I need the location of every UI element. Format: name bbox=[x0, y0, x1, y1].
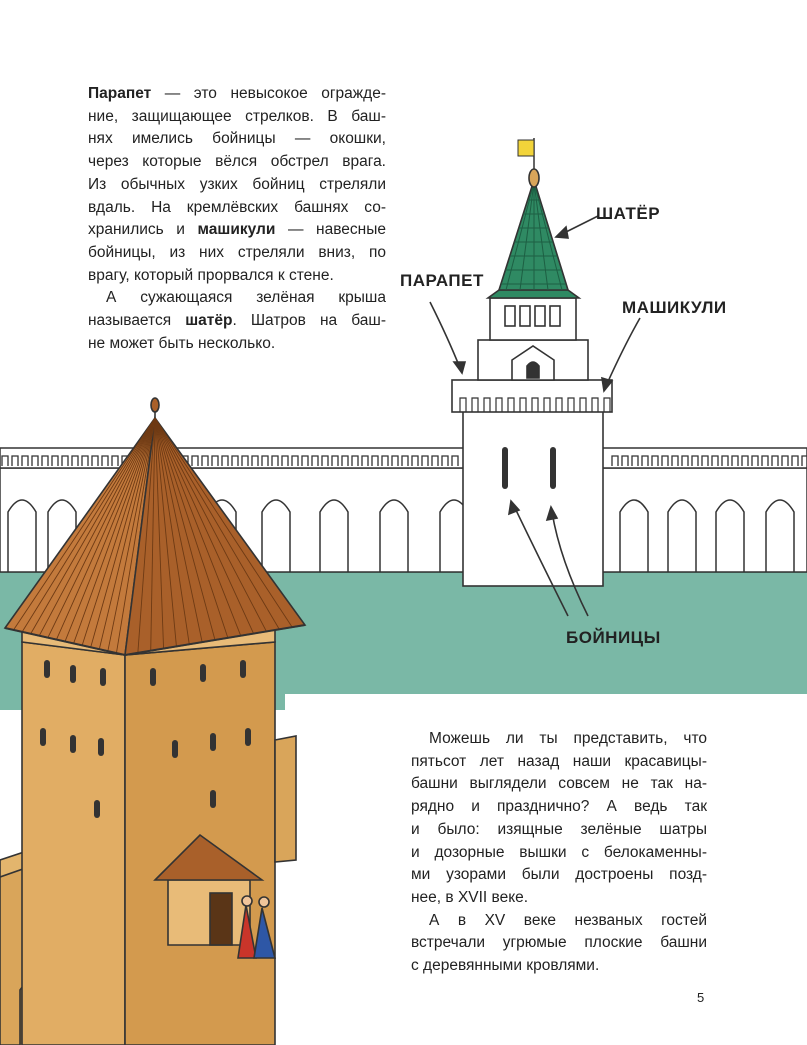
bold-term: машикули bbox=[197, 221, 276, 239]
text-run: нее, в XVII веке. bbox=[411, 888, 529, 906]
text-line bbox=[411, 887, 707, 910]
text-line bbox=[411, 932, 707, 955]
label-boynitsy: БОЙНИЦЫ bbox=[566, 628, 661, 647]
text-line bbox=[411, 819, 707, 842]
text-run: хранились и bbox=[88, 221, 198, 239]
text-line bbox=[88, 333, 386, 356]
text-run: встречали угрюмые плоские башни bbox=[411, 934, 707, 952]
label-mashikuli: МАШИКУЛИ bbox=[622, 298, 727, 317]
text-line bbox=[88, 83, 386, 106]
text-run: и было: изящные зелёные шатры bbox=[411, 820, 707, 838]
text-line bbox=[88, 174, 386, 197]
history-paragraph bbox=[411, 728, 707, 978]
text-line bbox=[411, 955, 707, 978]
text-run: врагу, который прорвался к стене. bbox=[88, 266, 334, 284]
text-run: нях имелись бойницы — окошки, bbox=[88, 130, 386, 148]
text-line bbox=[411, 910, 707, 933]
text-run: ние, защищающее стрелков. В баш- bbox=[88, 107, 386, 125]
text-run: называется bbox=[88, 312, 186, 330]
text-run: и дозорные вышки с белокаменны- bbox=[411, 843, 707, 861]
text-run: — навесные bbox=[275, 221, 386, 239]
bold-term: Парапет bbox=[88, 85, 152, 102]
label-shater: ШАТЁР bbox=[596, 204, 661, 223]
text-line bbox=[88, 151, 386, 174]
intro-paragraph bbox=[88, 83, 386, 355]
text-run: через которые вёлся обстрел врага. bbox=[88, 153, 386, 171]
bold-term: шатёр bbox=[185, 312, 233, 330]
page-number: 5 bbox=[697, 990, 705, 1005]
text-run: пятьсот лет назад наши красавицы- bbox=[411, 752, 707, 770]
text-run: А сужающаяся зелёная крыша bbox=[106, 289, 386, 307]
text-run: не может быть несколько. bbox=[88, 334, 276, 352]
text-line bbox=[88, 128, 386, 151]
text-line bbox=[411, 842, 707, 865]
text-line bbox=[88, 242, 386, 265]
text-line bbox=[411, 864, 707, 887]
text-run: ми узорами были достроены позд- bbox=[411, 866, 707, 884]
label-parapet: ПАРАПЕТ bbox=[400, 271, 484, 290]
text-run: с деревянными кровлями. bbox=[411, 957, 600, 975]
text-run: А в XV веке незваных гостей bbox=[429, 911, 707, 929]
text-line bbox=[88, 197, 386, 220]
text-run: — это невысокое огражде- bbox=[151, 85, 386, 102]
text-run: рядно и празднично? А ведь так bbox=[411, 798, 707, 816]
text-run: вдаль. На кремлёвских башнях со- bbox=[88, 198, 386, 216]
text-line bbox=[411, 751, 707, 774]
text-line bbox=[411, 773, 707, 796]
text-line bbox=[88, 287, 386, 310]
text-line bbox=[411, 796, 707, 819]
text-run: бойницы, из них стреляли вниз, по bbox=[88, 243, 386, 261]
text-run: . Шатров на баш- bbox=[232, 312, 386, 330]
text-line bbox=[88, 310, 386, 333]
text-run: Из обычных узких бойниц стреляли bbox=[88, 175, 386, 193]
text-line bbox=[88, 219, 386, 242]
white-tower bbox=[452, 138, 612, 586]
text-line bbox=[88, 106, 386, 129]
text-run: башни выглядели совсем не так на- bbox=[411, 775, 707, 793]
text-run: Можешь ли ты представить, что bbox=[429, 730, 707, 747]
text-line bbox=[411, 728, 707, 751]
text-line bbox=[88, 265, 386, 288]
